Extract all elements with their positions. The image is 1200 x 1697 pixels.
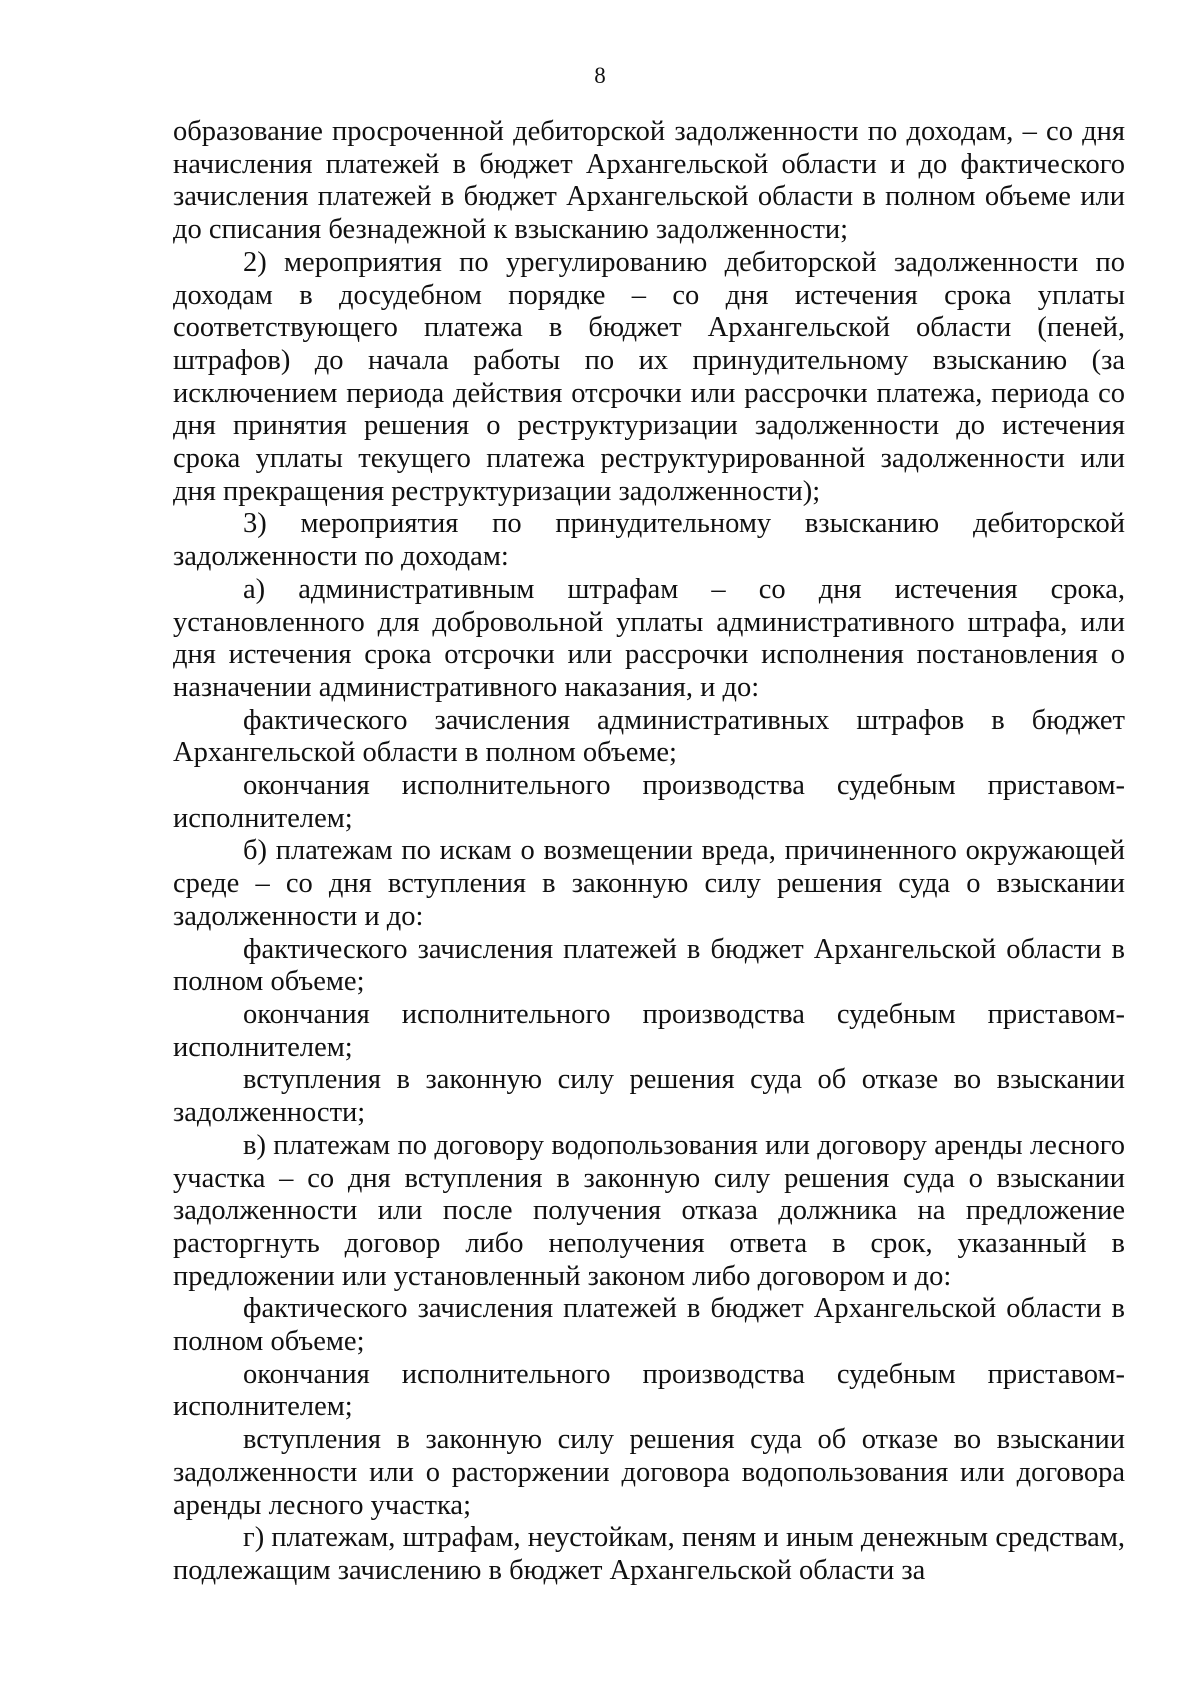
paragraph: г) платежам, штрафам, неустойкам, пеням и иным денежным средствам, подлежащим зачислению в бюджет Архангельской области за — [173, 1522, 1125, 1586]
paragraph: окончания исполнительного производства судебным приставом-исполнителем; — [173, 998, 1125, 1063]
paragraph: б) платежам по искам о возмещении вреда, причиненного окружающей среде – со дня вступления в законную силу решения суда о взыскании задолженности и до: — [173, 835, 1125, 932]
document-body — [173, 116, 1125, 1588]
paragraph: образование просроченной дебиторской задолженности по доходам, – со дня начисления платежей в бюджет Архангельской области и до фактического зачисления платежей в бюджет Архангельской области в полном объеме или до списания безнадежной к взысканию задолженности; — [173, 116, 1125, 246]
paragraph: фактического зачисления платежей в бюджет Архангельской области в полном объеме; — [173, 1293, 1125, 1358]
paragraph: окончания исполнительного производства судебным приставом-исполнителем; — [173, 770, 1125, 834]
paragraph: вступления в законную силу решения суда об отказе во взыскании задолженности или о расторжении договора водопользования или договора аренды лесного участка; — [173, 1424, 1125, 1521]
paragraph: 2) мероприятия по урегулированию дебиторской задолженности по доходам в досудебном порядке – со дня истечения срока уплаты соответствующего платежа в бюджет Архангельской области (пеней, штрафов) до начала работы по их принудительному взысканию (за исключением периода действия отсрочки или рассрочки платежа, периода со дня принятия решения о реструктуризации задолженности до истечения срока уплаты текущего платежа реструктурированной задолженности или дня прекращения реструктуризации задолженности); — [173, 246, 1125, 507]
paragraph: в) платежам по договору водопользования или договору аренды лесного участка – со дня вступления в законную силу решения суда о взыскании задолженности или после получения отказа должника на предложение расторгнуть договор либо неполучения ответа в срок, указанный в предложении или установленный законом либо договором и до: — [173, 1129, 1125, 1292]
paragraph: фактического зачисления административных штрафов в бюджет Архангельской области в полном объеме; — [173, 704, 1125, 769]
paragraph: окончания исполнительного производства судебным приставом-исполнителем; — [173, 1358, 1125, 1423]
paragraph: вступления в законную силу решения суда об отказе во взыскании задолженности; — [173, 1064, 1125, 1129]
paragraph: фактического зачисления платежей в бюджет Архангельской области в полном объеме; — [173, 933, 1125, 998]
paragraph: а) административным штрафам – со дня истечения срока, установленного для добровольной уплаты административного штрафа, или дня истечения срока отсрочки или рассрочки исполнения постановления о назначении административного наказания, и до: — [173, 573, 1125, 703]
paragraph: 3) мероприятия по принудительному взысканию дебиторской задолженности по доходам: — [173, 508, 1125, 573]
page-number: 8 — [594, 63, 606, 88]
